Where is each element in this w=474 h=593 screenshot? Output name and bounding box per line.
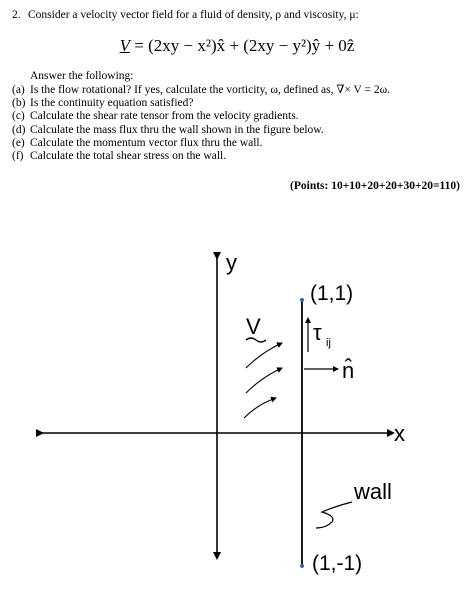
velocity-arrow-2 — [246, 368, 282, 393]
wall-label: wall — [354, 479, 392, 504]
question-part-e: (e) Calculate the momentum vector flux thru the wall. — [12, 136, 263, 149]
y-axis-label: y — [226, 250, 237, 275]
problem-number: 2. — [12, 9, 21, 21]
velocity-equation-rhs: = (2xy − x²)x̂ + (2xy − y²)ŷ + 0ẑ — [134, 36, 355, 55]
wall-leader-squiggle — [316, 502, 352, 528]
shear-stress-label: τ — [313, 320, 322, 345]
question-part-f: (f) Calculate the total shear stress on the wall. — [12, 150, 227, 163]
problem-intro: Consider a velocity vector field for a fluid of density, ρ and viscosity, μ: — [28, 9, 359, 21]
question-part-c: (c) Calculate the shear rate tensor from the velocity gradients. — [12, 110, 299, 123]
question-part-a: (a) Is the flow rotational? If yes, calculate the vorticity, ω, defined as, ∇× V = 2ω. — [12, 84, 391, 96]
normal-vector-label: n̂ — [342, 358, 355, 383]
question-part-b: (b) Is the continuity equation satisfied? — [12, 97, 194, 110]
answer-heading: Answer the following: — [30, 70, 134, 82]
velocity-vector-symbol: V — [119, 36, 131, 55]
point-bottom-label: (1,-1) — [312, 552, 363, 575]
x-axis-label: x — [394, 421, 405, 446]
shear-stress-subscript: ij — [326, 337, 331, 349]
wall-top-point — [300, 298, 304, 302]
velocity-label: V — [246, 314, 261, 339]
question-part-d: (d) Calculate the mass flux thru the wall shown in the figure below. — [12, 123, 324, 136]
wall-bottom-point — [300, 564, 304, 568]
velocity-arrow-3 — [244, 398, 276, 418]
velocity-arrow-1 — [246, 343, 282, 368]
points-summary: (Points: 10+10+20+20+30+20=110) — [290, 180, 460, 192]
point-top-label: (1,1) — [310, 282, 354, 305]
